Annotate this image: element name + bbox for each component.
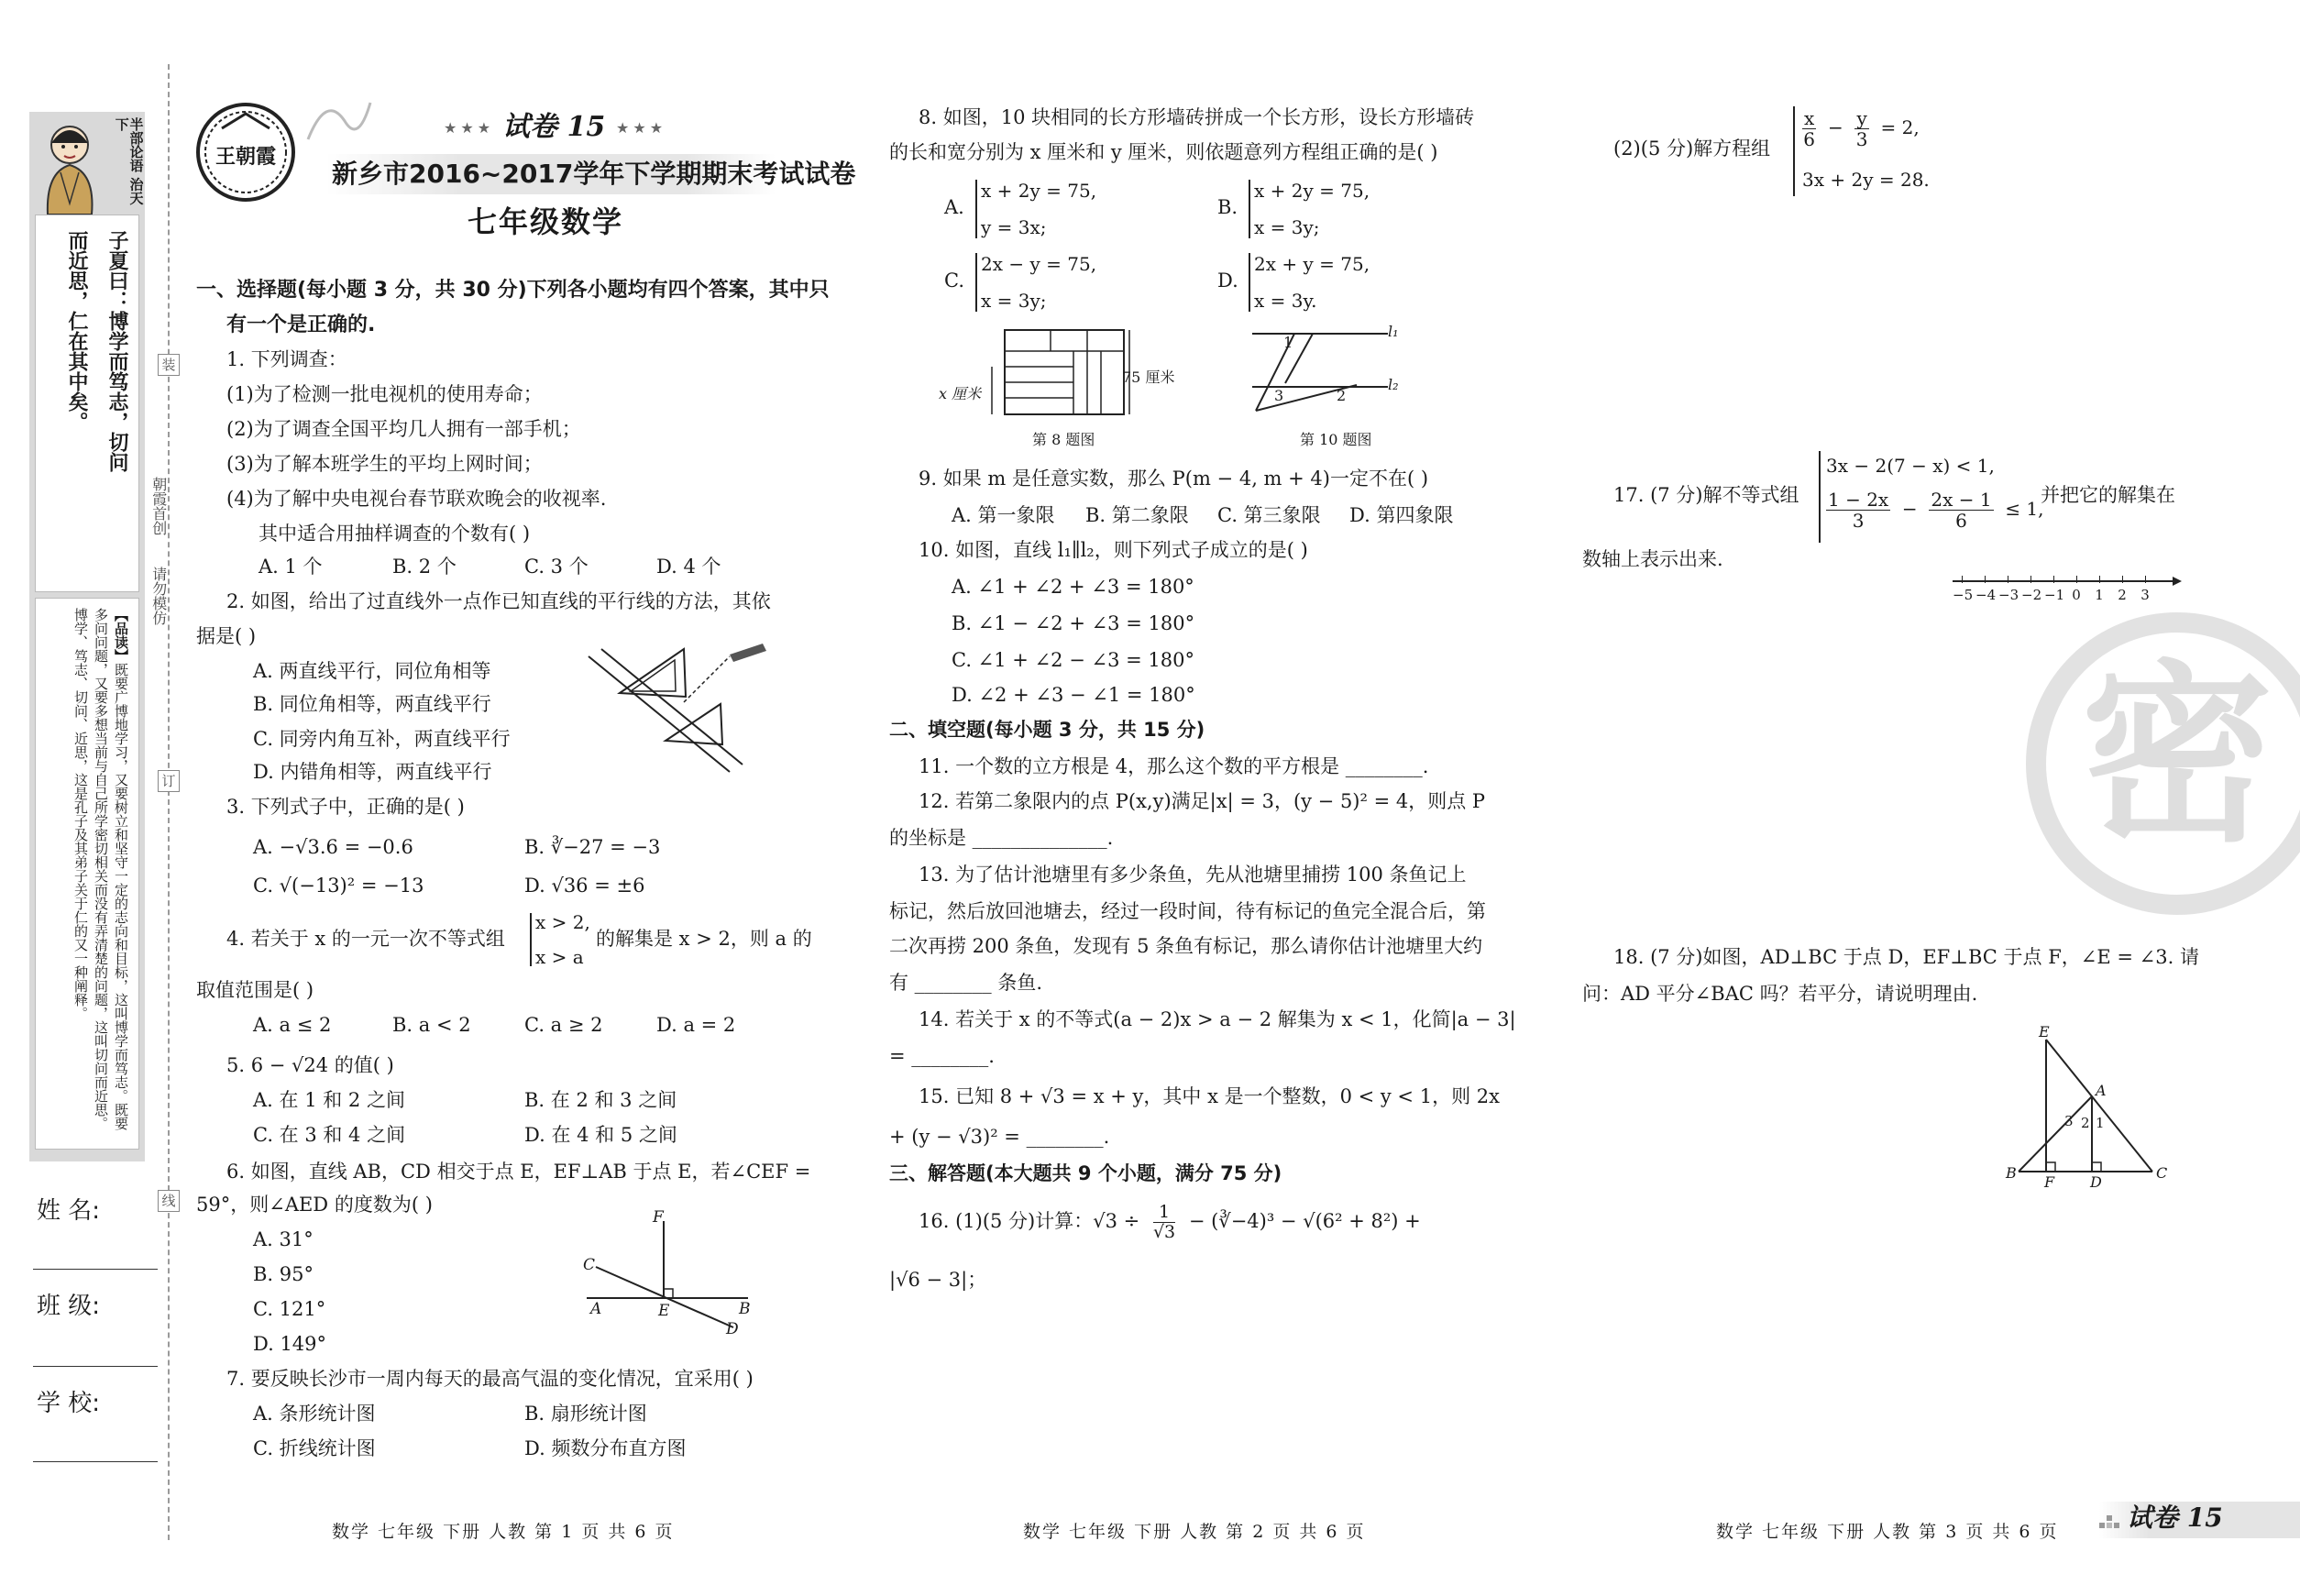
logo-seal — [194, 101, 297, 204]
q5-option-a[interactable]: A. 在 1 和 2 之间 — [253, 1089, 405, 1111]
cut-mark-2: 订 — [158, 770, 180, 792]
axis-tick-label: 1 — [2095, 587, 2104, 603]
q10-option-c[interactable]: C. ∠1 + ∠2 − ∠3 = 180° — [952, 649, 1194, 671]
q12-a: 12. 若第二象限内的点 P(x,y)满足|x| = 3，(y − 5)² = 4，则点 P — [919, 790, 1486, 812]
axis-tick-label: −2 — [2021, 587, 2042, 603]
q8-option-d-l1: 2x + y = 75, — [1254, 253, 1370, 275]
q16-a — [919, 1203, 1421, 1242]
q9: 9. 如果 m 是任意实数，那么 P(m − 4, m + 4)一定不在( ) — [919, 468, 1429, 490]
q17-label: 17. (7 分)解不等式组 — [1613, 484, 1799, 506]
q3-option-c[interactable]: C. √(−13)² = −13 — [253, 875, 424, 897]
sec1-heading-b: 有一个是正确的. — [226, 314, 376, 336]
q17-l2: $\frac{1 - 2x}{3}$ − $\frac{2x - 1}{6}$ ≤ 1, — [1828, 489, 2044, 532]
q16-2-f2d: 3 — [1855, 128, 1868, 150]
q14-a: 14. 若关于 x 的不等式(a − 2)x > a − 2 解集为 x < 1，化简|a − 3| — [919, 1008, 1516, 1030]
q1-option-b[interactable]: B. 2 个 — [392, 556, 457, 578]
q4-b: 的解集是 x > 2，则 a 的 — [596, 928, 812, 950]
q16-2-label: (2)(5 分)解方程组 — [1613, 138, 1771, 160]
q7-option-c[interactable]: C. 折线统计图 — [253, 1437, 376, 1459]
subject-title: 七年级数学 — [468, 204, 624, 239]
q10-option-d[interactable]: D. ∠2 + ∠3 − ∠1 = 180° — [952, 684, 1195, 706]
q16-frac — [1153, 1203, 1175, 1242]
q8-a: 8. 如图，10 块相同的长方形墙砖拼成一个长方形，设长方形墙砖 — [919, 106, 1475, 128]
q8-option-c-brace — [975, 253, 977, 312]
axis-tick-label: 3 — [2140, 587, 2150, 603]
fig18-label-e: E — [2039, 1023, 2050, 1040]
q16-2-eq1: $\frac{x}{6}$ − $\frac{y}{3}$ = 2, — [1803, 107, 1920, 150]
q5: 5. 6 − √24 的值( ) — [226, 1054, 394, 1076]
q11: 11. 一个数的立方根是 4，那么这个数的平方根是 ________. — [919, 755, 1429, 777]
q4-c: 取值范围是( ) — [196, 979, 314, 1001]
q16-frac-den: √3 — [1152, 1221, 1176, 1242]
q16-2-eq2: 3x + 2y = 28. — [1802, 169, 1930, 191]
q13-c: 二次再捞 200 条鱼，发现有 5 条鱼有标记，那么请你估计池塘里大约 — [889, 935, 1483, 957]
confidential-watermark — [2026, 612, 2300, 915]
q8-b: 的长和宽分别为 x 厘米和 y 厘米，则依题意列方程组正确的是( ) — [889, 141, 1438, 163]
q4-option-d[interactable]: D. a = 2 — [656, 1014, 736, 1036]
cut-mark-1: 装 — [158, 354, 180, 376]
q9-option-a[interactable]: A. 第一象限 — [952, 504, 1055, 526]
pindu-label: 【品读】 — [113, 608, 129, 663]
name-field[interactable] — [33, 1269, 158, 1270]
footer-page-1: 数学 七年级 下册 人教 第 1 页 共 6 页 — [332, 1522, 675, 1542]
logo-text: 王朝霞 — [215, 145, 276, 169]
q7-option-d[interactable]: D. 频数分布直方图 — [524, 1437, 687, 1459]
fig18-angle-2: 2 — [2081, 1115, 2090, 1131]
q8-option-d-l2: x = 3y. — [1254, 290, 1317, 312]
q1-option-c[interactable]: C. 3 个 — [524, 556, 589, 578]
fig8-right-label: 75 厘米 — [1122, 369, 1175, 386]
q10-option-b[interactable]: B. ∠1 − ∠2 + ∠3 = 180° — [952, 612, 1195, 634]
q2-option-a[interactable]: A. 两直线平行，同位角相等 — [253, 660, 491, 682]
sec2-heading: 二、填空题(每小题 3 分，共 15 分) — [889, 719, 1205, 741]
confucius-illustration — [35, 116, 114, 216]
q6-b: 59°，则∠AED 的度数为( ) — [196, 1194, 433, 1216]
axis-tick-mark — [2076, 576, 2077, 583]
q15-b: + (y − √3)² = ________. — [889, 1126, 1110, 1148]
q17-b: 数轴上表示出来. — [1582, 548, 1723, 570]
axis-tick-label: −1 — [2044, 587, 2065, 603]
q1-option-d[interactable]: D. 4 个 — [656, 556, 721, 578]
q4-option-a[interactable]: A. a ≤ 2 — [253, 1014, 332, 1036]
footer-tag: 试卷 15 — [2127, 1502, 2223, 1533]
q17-frac2 — [1929, 490, 1993, 531]
binding-dashed-line — [168, 64, 170, 1540]
q13-a: 13. 为了估计池塘里有多少条鱼，先从池塘里捕捞 100 条鱼记上 — [919, 864, 1467, 886]
q14-b: = ________. — [889, 1045, 995, 1067]
q3-option-a[interactable]: A. −√3.6 = −0.6 — [253, 836, 413, 858]
q1-ask: 其中适合用抽样调查的个数有( ) — [259, 523, 531, 545]
q16-2-f2n: y — [1856, 107, 1867, 129]
axis-tick-label: 2 — [2118, 587, 2127, 603]
fig10-angle-1: 1 — [1283, 334, 1293, 351]
footer-tag-dots — [2099, 1513, 2119, 1529]
footer-page-2: 数学 七年级 下册 人教 第 2 页 共 6 页 — [1023, 1522, 1366, 1542]
q16-2-f1n: x — [1804, 107, 1815, 129]
q8-option-a-brace — [975, 180, 977, 238]
q6-option-a[interactable]: A. 31° — [253, 1228, 314, 1250]
q7-option-a[interactable]: A. 条形统计图 — [253, 1403, 376, 1425]
stars-right: ★★★ — [616, 119, 667, 137]
q16-2-f1d: 6 — [1803, 128, 1815, 150]
axis-tick-mark — [2099, 576, 2100, 583]
q17-after: 并把它的解集在 — [2041, 484, 2175, 506]
fig8-left-label: x 厘米 — [939, 385, 982, 402]
fig10 — [1249, 323, 1414, 418]
quote-title: 子夏曰：博学而笃志，切问 — [105, 230, 128, 472]
fig18 — [2004, 1025, 2169, 1190]
q8-option-c-label[interactable]: C. — [944, 270, 964, 292]
q16-rest: − (∛−4)³ − √(6² + 8²) + — [1188, 1209, 1421, 1232]
q8-option-c-l2: x = 3y; — [981, 290, 1047, 312]
class-field[interactable] — [33, 1366, 158, 1367]
q7: 7. 要反映长沙市一周内每天的最高气温的变化情况，宜采用( ) — [226, 1368, 754, 1390]
q13-d: 有 ________ 条鱼. — [889, 972, 1043, 994]
q6-figure — [578, 1210, 761, 1338]
pindu-body: 既要广博地学习，又要树立和坚守一定的志向和目标，这叫博学而笃志。既要多问问题，又要多想当前与自己所学密切相关而没有弄清楚的问题，这叫切问而近思。博学、笃志、切问、近思，这是孔子及其弟子关于仁的又一种阐释。 — [72, 608, 129, 1130]
q13-b: 标记，然后放回池塘去，经过一段时间，待有标记的鱼完全混合后，第 — [889, 900, 1486, 922]
q16-a-text: 16. (1)(5 分)计算：√3 ÷ — [919, 1209, 1140, 1232]
notice-1: 朝霞首创 — [149, 477, 168, 535]
q4-option-c[interactable]: C. a ≥ 2 — [524, 1014, 603, 1036]
exam-title: 新乡市2016~2017学年下学期期末考试试卷 — [332, 159, 856, 189]
q3: 3. 下列式子中，正确的是( ) — [226, 796, 465, 818]
q16-b: |√6 − 3|； — [889, 1269, 987, 1291]
q1-item-4: (4)为了解中央电视台春节联欢晚会的收视率. — [226, 488, 607, 510]
q6-label-d: D — [726, 1320, 739, 1338]
sec1-heading-a: 一、选择题(每小题 3 分，共 30 分)下列各小题均有四个答案，其中只 — [196, 279, 830, 302]
cut-mark-3: 线 — [158, 1190, 180, 1212]
axis-tick-label: −4 — [1975, 587, 1997, 603]
q6-option-c[interactable]: C. 121° — [253, 1298, 326, 1320]
q8-option-b-label[interactable]: B. — [1217, 196, 1238, 218]
q2-a: 2. 如图，给出了过直线外一点作已知直线的平行线的方法，其依 — [226, 590, 771, 612]
q8-option-b-brace — [1249, 180, 1250, 238]
axis-tick-label: −3 — [1998, 587, 2019, 603]
sidebar-quote-box — [29, 112, 145, 1161]
q6-a: 6. 如图，直线 AB，CD 相交于点 E，EF⊥AB 于点 E，若∠CEF = — [226, 1161, 811, 1183]
axis-tick-mark — [1962, 576, 1963, 583]
watermark-char: 密 — [2080, 644, 2273, 868]
q8-option-d-label[interactable]: D. — [1217, 270, 1238, 292]
q17-f2n: 2x − 1 — [1931, 489, 1992, 511]
fig10-l2: l₂ — [1388, 376, 1399, 393]
q6-option-d[interactable]: D. 149° — [253, 1333, 327, 1355]
q9-option-b[interactable]: B. 第二象限 — [1085, 504, 1189, 526]
q6-option-b[interactable]: B. 95° — [253, 1263, 314, 1285]
q15-a: 15. 已知 8 + √3 = x + y，其中 x 是一个整数，0 < y < 1，则 2x — [919, 1085, 1500, 1107]
q4-a: 4. 若关于 x 的一元一次不等式组 — [226, 928, 505, 950]
q8-option-b-l2: x = 3y; — [1254, 216, 1320, 238]
stars-left: ★★★ — [444, 119, 495, 137]
axis-tick-label: 0 — [2072, 587, 2081, 603]
q16-2-frac2 — [1854, 108, 1868, 149]
q17-f1d: 3 — [1852, 510, 1865, 532]
q7-option-b[interactable]: B. 扇形统计图 — [524, 1403, 647, 1425]
q17-l1: 3x − 2(7 − x) < 1, — [1826, 455, 1995, 477]
q16-2-frac1 — [1802, 108, 1816, 149]
school-field[interactable] — [33, 1461, 158, 1462]
fig10-caption: 第 10 题图 — [1300, 431, 1372, 448]
q12-b: 的坐标是 ______________. — [889, 827, 1114, 849]
fig10-angle-3: 3 — [1274, 387, 1284, 404]
fig10-angle-2: 2 — [1337, 387, 1347, 404]
q5-option-b[interactable]: B. 在 2 和 3 之间 — [524, 1089, 677, 1111]
q3-option-b[interactable]: B. ∛−27 = −3 — [524, 836, 661, 858]
q9-option-d[interactable]: D. 第四象限 — [1349, 504, 1454, 526]
pindu-text — [71, 608, 131, 1139]
fig10-l1: l₁ — [1388, 323, 1399, 340]
q1-option-a[interactable]: A. 1 个 — [259, 556, 323, 578]
q8-option-d-brace — [1249, 253, 1250, 312]
q10: 10. 如图，直线 l₁∥l₂，则下列式子成立的是( ) — [919, 539, 1308, 561]
q8-option-a-l2: y = 3x; — [981, 216, 1047, 238]
q5-option-c[interactable]: C. 在 3 和 4 之间 — [253, 1124, 406, 1146]
q17-f1n: 1 − 2x — [1828, 489, 1889, 511]
q6-label-e: E — [658, 1302, 670, 1320]
fig8-caption: 第 8 题图 — [1032, 431, 1095, 448]
axis-tick-mark — [2145, 576, 2146, 583]
q8-option-b-l1: x + 2y = 75, — [1254, 180, 1370, 202]
fig8 — [986, 326, 1133, 418]
name-label: 姓 名: — [37, 1197, 101, 1225]
quote-cont: 而近思，仁在其中矣。 — [65, 230, 88, 432]
paper-number: 试卷 15 — [502, 111, 606, 143]
q4-brace — [530, 913, 532, 966]
number-line — [1953, 567, 2182, 612]
q17-rest: ≤ 1, — [2005, 498, 2044, 520]
q2-option-b[interactable]: B. 同位角相等，两直线平行 — [253, 693, 491, 715]
axis-tick-mark — [2030, 576, 2031, 583]
banner-text: 半部论语 治天下 — [113, 117, 145, 205]
pindu-box — [35, 598, 139, 1150]
fig18-angle-3: 3 — [2064, 1113, 2074, 1129]
axis-tick-mark — [1985, 576, 1986, 583]
class-label: 班 级: — [37, 1293, 101, 1320]
axis-tick-mark — [2122, 576, 2123, 583]
q17-brace — [1819, 451, 1821, 543]
q17-f2d: 6 — [1955, 510, 1967, 532]
sec3-heading: 三、解答题(本大题共 9 个小题，满分 75 分) — [889, 1162, 1282, 1184]
q1-item-1: (1)为了检测一批电视机的使用寿命； — [226, 383, 543, 405]
q8-option-a-label[interactable]: A. — [944, 196, 964, 218]
fig18-label-c: C — [2156, 1164, 2168, 1182]
q6-label-a: A — [590, 1300, 602, 1318]
axis-tick-label: −5 — [1953, 587, 1974, 603]
q16-frac-num: 1 — [1153, 1203, 1175, 1223]
fig18-label-d: D — [2090, 1173, 2102, 1191]
q1: 1. 下列调查： — [226, 348, 347, 370]
q10-option-a[interactable]: A. ∠1 + ∠2 + ∠3 = 180° — [952, 576, 1194, 598]
footer-page-3: 数学 七年级 下册 人教 第 3 页 共 6 页 — [1716, 1522, 2059, 1542]
q6-label-b: B — [739, 1300, 751, 1318]
q8-option-a-l1: x + 2y = 75, — [981, 180, 1097, 202]
q8-option-c-l1: 2x − y = 75, — [981, 253, 1097, 275]
q2-figure — [583, 638, 776, 776]
q6-label-f: F — [653, 1208, 664, 1227]
q4-sys-2: x > a — [535, 946, 584, 968]
fig18-label-a: A — [2096, 1082, 2107, 1099]
q3-option-d[interactable]: D. √36 = ±6 — [524, 875, 645, 897]
notice-2: 请勿模仿 — [149, 567, 168, 625]
q2-option-d[interactable]: D. 内错角相等，两直线平行 — [253, 761, 492, 783]
q18-a: 18. (7 分)如图，AD⊥BC 于点 D，EF⊥BC 于点 F，∠E = ∠3. 请 — [1613, 946, 2199, 968]
q16-2-brace — [1793, 106, 1795, 196]
fig18-angle-1: 1 — [2096, 1115, 2105, 1131]
school-label: 学 校: — [37, 1390, 101, 1417]
quote-inner — [35, 215, 139, 592]
fig18-label-b: B — [2006, 1164, 2017, 1182]
q4-sys-1: x > 2, — [535, 911, 590, 933]
q5-option-d[interactable]: D. 在 4 和 5 之间 — [524, 1124, 677, 1146]
q1-item-3: (3)为了解本班学生的平均上网时间； — [226, 453, 543, 475]
ribbon-decoration — [299, 94, 372, 149]
q17-frac1 — [1826, 490, 1890, 531]
axis-tick-mark — [2053, 576, 2054, 583]
q2-option-c[interactable]: C. 同旁内角互补，两直线平行 — [253, 728, 511, 750]
q9-option-c[interactable]: C. 第三象限 — [1217, 504, 1321, 526]
q2-b: 据是( ) — [196, 625, 257, 647]
fig18-label-f: F — [2044, 1173, 2055, 1191]
q1-item-2: (2)为了调查全国平均几人拥有一部手机； — [226, 418, 581, 440]
q16-2-eq1-rest: = 2, — [1880, 116, 1920, 138]
q4-option-b[interactable]: B. a < 2 — [392, 1014, 471, 1036]
q6-label-c: C — [583, 1256, 596, 1274]
q18-b: 问：AD 平分∠BAC 吗？若平分，请说明理由. — [1582, 983, 1978, 1005]
